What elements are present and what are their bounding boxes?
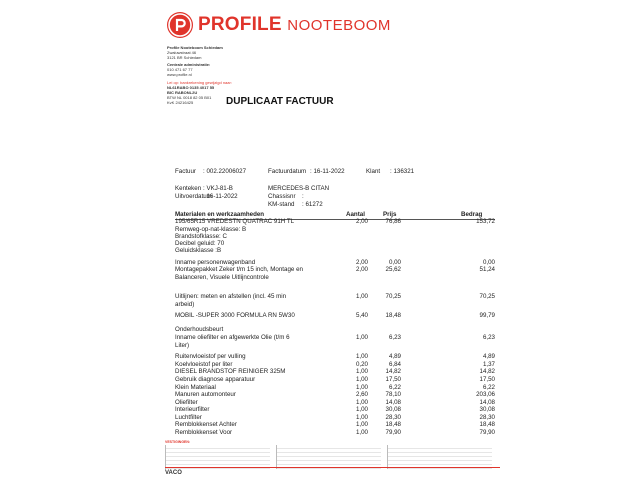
kenteken-label: Kenteken	[175, 185, 202, 192]
company-bic: BIC RABONL2U	[167, 90, 198, 95]
line-description: Remblokkenset Achter	[175, 421, 237, 428]
line-qty: 1,00	[355, 399, 368, 406]
logo-suffix: NOOTEBOOM	[287, 17, 391, 34]
line-qty: 2,60	[355, 391, 368, 398]
footer-branches	[165, 445, 500, 469]
line-price: 4,89	[388, 353, 401, 360]
line-description: 195/65R15 VREDESTN QUATRAC 91H TL	[175, 218, 295, 225]
line-qty: 2,00	[355, 259, 368, 266]
company-btw: BTW NL 0018 82 05 B01	[167, 95, 212, 100]
company-iban: NL61RABO 0135 4017 55	[167, 85, 215, 90]
line-description: Brandstofklasse: C	[175, 233, 227, 240]
line-amount: 6,23	[482, 334, 495, 341]
column-header-desc: Materialen en werkzaamheden	[175, 211, 265, 218]
line-description: Inname oliefilter en afgewerkte Olie (t/m 6 Liter)	[175, 334, 290, 349]
klant-value: : 136321	[390, 168, 415, 175]
company-info	[167, 45, 232, 105]
line-description: Gebruik diagnose apparatuur	[175, 376, 256, 383]
line-description: Oliefilter	[175, 399, 198, 406]
column-header-amount: Bedrag	[461, 211, 483, 218]
line-price: 18,48	[385, 421, 401, 428]
line-amount: 4,89	[482, 353, 495, 360]
line-price: 14,82	[385, 368, 401, 375]
admin-label: Centrale administratie:	[167, 62, 211, 67]
line-description: Inname personenwagenband	[175, 259, 256, 266]
line-amount: 153,72	[476, 218, 495, 225]
line-qty: 5,40	[355, 312, 368, 319]
logo-brand: PROFILE	[198, 14, 282, 35]
line-qty: 2,00	[355, 218, 368, 225]
company-name: Profile Nooteboom Schiedam	[167, 45, 223, 50]
line-description: Ruitenvloeistof per vulling	[175, 353, 246, 360]
line-qty: 1,00	[355, 421, 368, 428]
footer-branches-col-1	[165, 445, 270, 469]
line-amount: 51,24	[479, 266, 495, 273]
line-qty: 1,00	[355, 368, 368, 375]
line-price: 70,25	[385, 293, 401, 300]
line-qty: 1,00	[355, 414, 368, 421]
factuurdatum-label: Factuurdatum	[268, 168, 307, 175]
chassisnr-label: Chassisnr	[268, 193, 296, 200]
line-qty: 1,00	[355, 406, 368, 413]
kmstand-label: KM-stand	[268, 201, 295, 208]
line-qty: 1,00	[355, 293, 368, 300]
line-amount: 70,25	[479, 293, 495, 300]
kenteken-value: : VKJ-81-B	[203, 185, 233, 192]
bank-note: Lei op: bankrekening gewijzigd naar:	[167, 80, 232, 85]
line-price: 30,08	[385, 406, 401, 413]
company-kvk: KvK 24216425	[167, 100, 194, 105]
line-amount: 203,06	[476, 391, 495, 398]
line-description: Remweg-op-nat-klasse: B	[175, 226, 247, 233]
line-qty: 1,00	[355, 376, 368, 383]
footer-red-bar	[165, 467, 500, 468]
line-price: 25,62	[385, 266, 401, 273]
line-description: Klein Materiaal	[175, 384, 216, 391]
line-description: DIESEL BRANDSTOF REINIGER 325M	[175, 368, 286, 375]
kmstand-value: : 61272	[302, 201, 323, 208]
line-price: 76,86	[385, 218, 401, 225]
vaco-logo: VACO	[165, 470, 182, 476]
column-header-qty: Aantal	[346, 211, 365, 218]
chassisnr-value: :	[302, 193, 304, 200]
factuurdatum-value: : 16-11-2022	[310, 168, 345, 175]
line-description: Interieurfilter	[175, 406, 210, 413]
line-amount: 28,30	[479, 414, 495, 421]
line-amount: 30,08	[479, 406, 495, 413]
line-price: 6,84	[388, 361, 401, 368]
line-amount: 0,00	[482, 259, 495, 266]
line-amount: 17,50	[479, 376, 495, 383]
line-qty: 2,00	[355, 266, 368, 273]
line-description: Geluidsklasse :B	[175, 247, 222, 254]
line-description: Remblokkenset Voor	[175, 429, 233, 436]
line-description: Uitlijnen: meten en afstellen (incl. 45 min arbeid)	[175, 293, 287, 308]
footer	[165, 440, 500, 469]
line-price: 0,00	[388, 259, 401, 266]
line-amount: 79,90	[479, 429, 495, 436]
line-description: Onderhoudsbeurt	[175, 326, 224, 333]
line-price: 18,48	[385, 312, 401, 319]
footer-banner: VESTIGINGEN:	[165, 440, 191, 444]
line-price: 6,23	[388, 334, 401, 341]
line-description: Manuren automonteur	[175, 391, 236, 398]
vehicle-name: MERCEDES-B CITAN	[268, 185, 330, 192]
footer-branches-col-2	[276, 445, 381, 469]
line-qty: 1,00	[355, 429, 368, 436]
company-phone: 010 471 67 77	[167, 67, 193, 72]
line-price: 79,90	[385, 429, 401, 436]
line-price: 78,10	[385, 391, 401, 398]
line-description: MOBIL -SUPER 3000 FORMULA RN 5W30	[175, 312, 295, 319]
company-address1: Zwaluwstraat 46	[167, 50, 197, 55]
line-price: 28,30	[385, 414, 401, 421]
line-description: Koelvloeistof per liter	[175, 361, 233, 368]
factuur-label: Factuur	[175, 168, 196, 175]
line-price: 17,50	[385, 376, 401, 383]
line-price: 14,08	[385, 399, 401, 406]
line-qty: 1,00	[355, 384, 368, 391]
line-amount: 18,48	[479, 421, 495, 428]
line-description: Decibel geluid: 70	[175, 240, 225, 247]
company-address2: 3121 BR Schiedam	[167, 55, 202, 60]
line-qty: 0,20	[355, 361, 368, 368]
line-amount: 14,08	[479, 399, 495, 406]
line-price: 6,22	[388, 384, 401, 391]
line-description: Montagepakket Zeker t/m 15 inch, Montage en Balanceren, Visuele Uitlijncontrole	[175, 266, 303, 281]
uitvoerdatum-value: : 16-11-2022	[203, 193, 238, 200]
footer-branches-col-3	[387, 445, 492, 469]
document-title: DUPLICAAT FACTUUR	[226, 96, 334, 107]
brand-logo-icon	[167, 12, 193, 38]
line-qty: 1,00	[355, 353, 368, 360]
brand-logo-text	[198, 14, 391, 36]
line-amount: 14,82	[479, 368, 495, 375]
uitvoerdatum-label: Uitvoerdatum	[175, 193, 212, 200]
line-description: Luchtfilter	[175, 414, 202, 421]
company-website: www.profile.nl	[167, 72, 192, 77]
klant-label: Klant	[366, 168, 381, 175]
line-qty: 1,00	[355, 334, 368, 341]
factuur-value: : 002.22006027	[203, 168, 247, 175]
line-amount: 1,37	[482, 361, 495, 368]
line-amount: 6,22	[482, 384, 495, 391]
line-amount: 99,79	[479, 312, 495, 319]
column-header-price: Prijs	[383, 211, 397, 218]
